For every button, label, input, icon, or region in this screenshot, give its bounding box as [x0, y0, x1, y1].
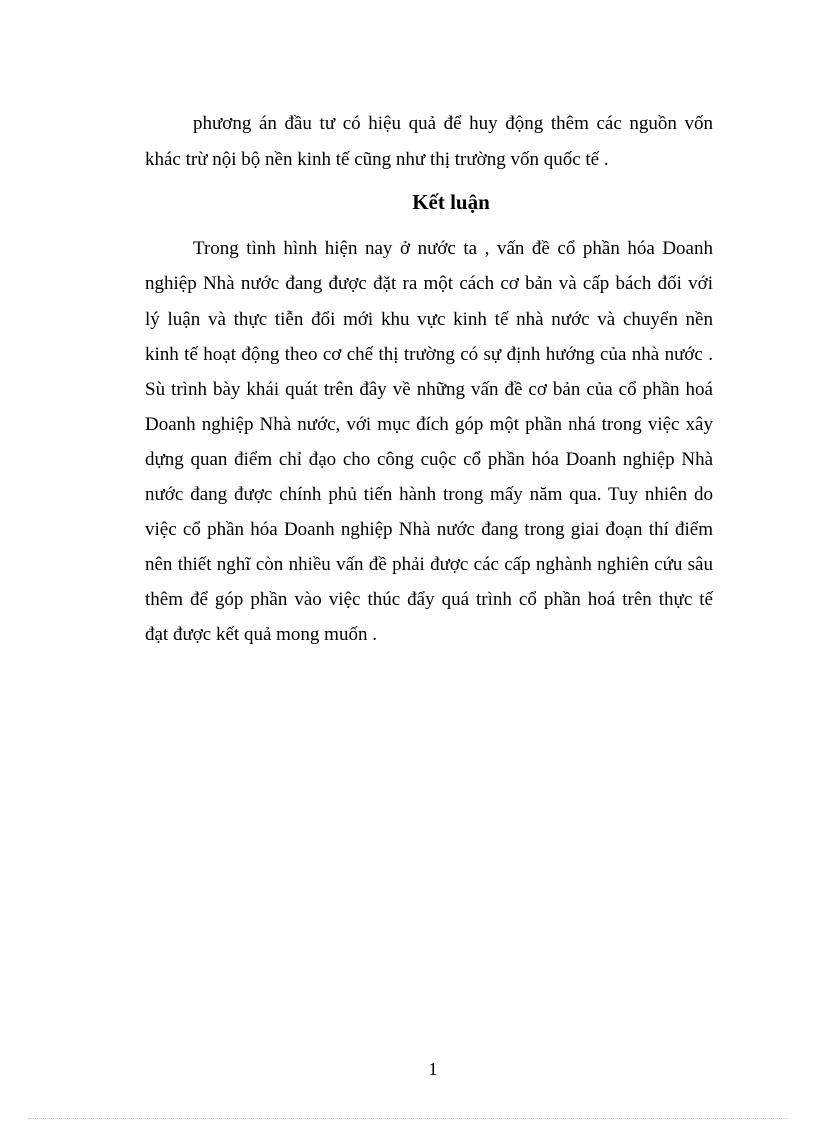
page-number: 1: [428, 1059, 438, 1079]
paragraph-line: dựng quan điểm chỉ đạo cho công cuộc cổ phần hóa Doanh nghiệp Nhà: [145, 449, 713, 470]
paragraph-line: nên thiết nghĩ còn nhiều vấn đề phải được các cấp nghành nghiên cứu sâu: [145, 554, 713, 575]
paragraph-line: khác trừ nội bộ nền kinh tế cũng như thị trường vốn quốc tế .: [145, 149, 609, 170]
section-heading: Kết luận: [412, 190, 490, 214]
paragraph-line: nghiệp Nhà nước đang được đặt ra một cách cơ bản và cấp bách đối với: [145, 273, 713, 294]
paragraph-line: việc cổ phần hóa Doanh nghiệp Nhà nước đang trong giai đoạn thí điểm: [145, 519, 713, 540]
paragraph-line: nước đang được chính phủ tiến hành trong mấy năm qua. Tuy nhiên do: [145, 484, 713, 505]
paragraph-line: Sù trình bày khái quát trên đây về những vấn đề cơ bản của cổ phần hoá: [145, 379, 713, 400]
paragraph-line: lý luận và thực tiễn đổi mới khu vực kinh tế nhà nước và chuyển nền: [145, 309, 713, 330]
paragraph-line: kinh tế hoạt động theo cơ chế thị trường có sự định hướng của nhà nước .: [145, 344, 713, 365]
paragraph-line: Trong tình hình hiện nay ở nước ta , vấn đề cổ phần hóa Doanh: [193, 238, 713, 259]
paragraph-line: thêm để góp phần vào việc thúc đẩy quá trình cổ phần hoá trên thực tế: [145, 589, 713, 610]
paragraph-line: phương án đầu tư có hiệu quả để huy động thêm các nguồn vốn: [193, 113, 713, 134]
paragraph-line: đạt được kết quả mong muốn .: [145, 624, 377, 645]
page-bottom-divider: [28, 1118, 788, 1119]
paragraph-line: Doanh nghiệp Nhà nước, với mục đích góp một phần nhá trong việc xây: [145, 414, 713, 435]
